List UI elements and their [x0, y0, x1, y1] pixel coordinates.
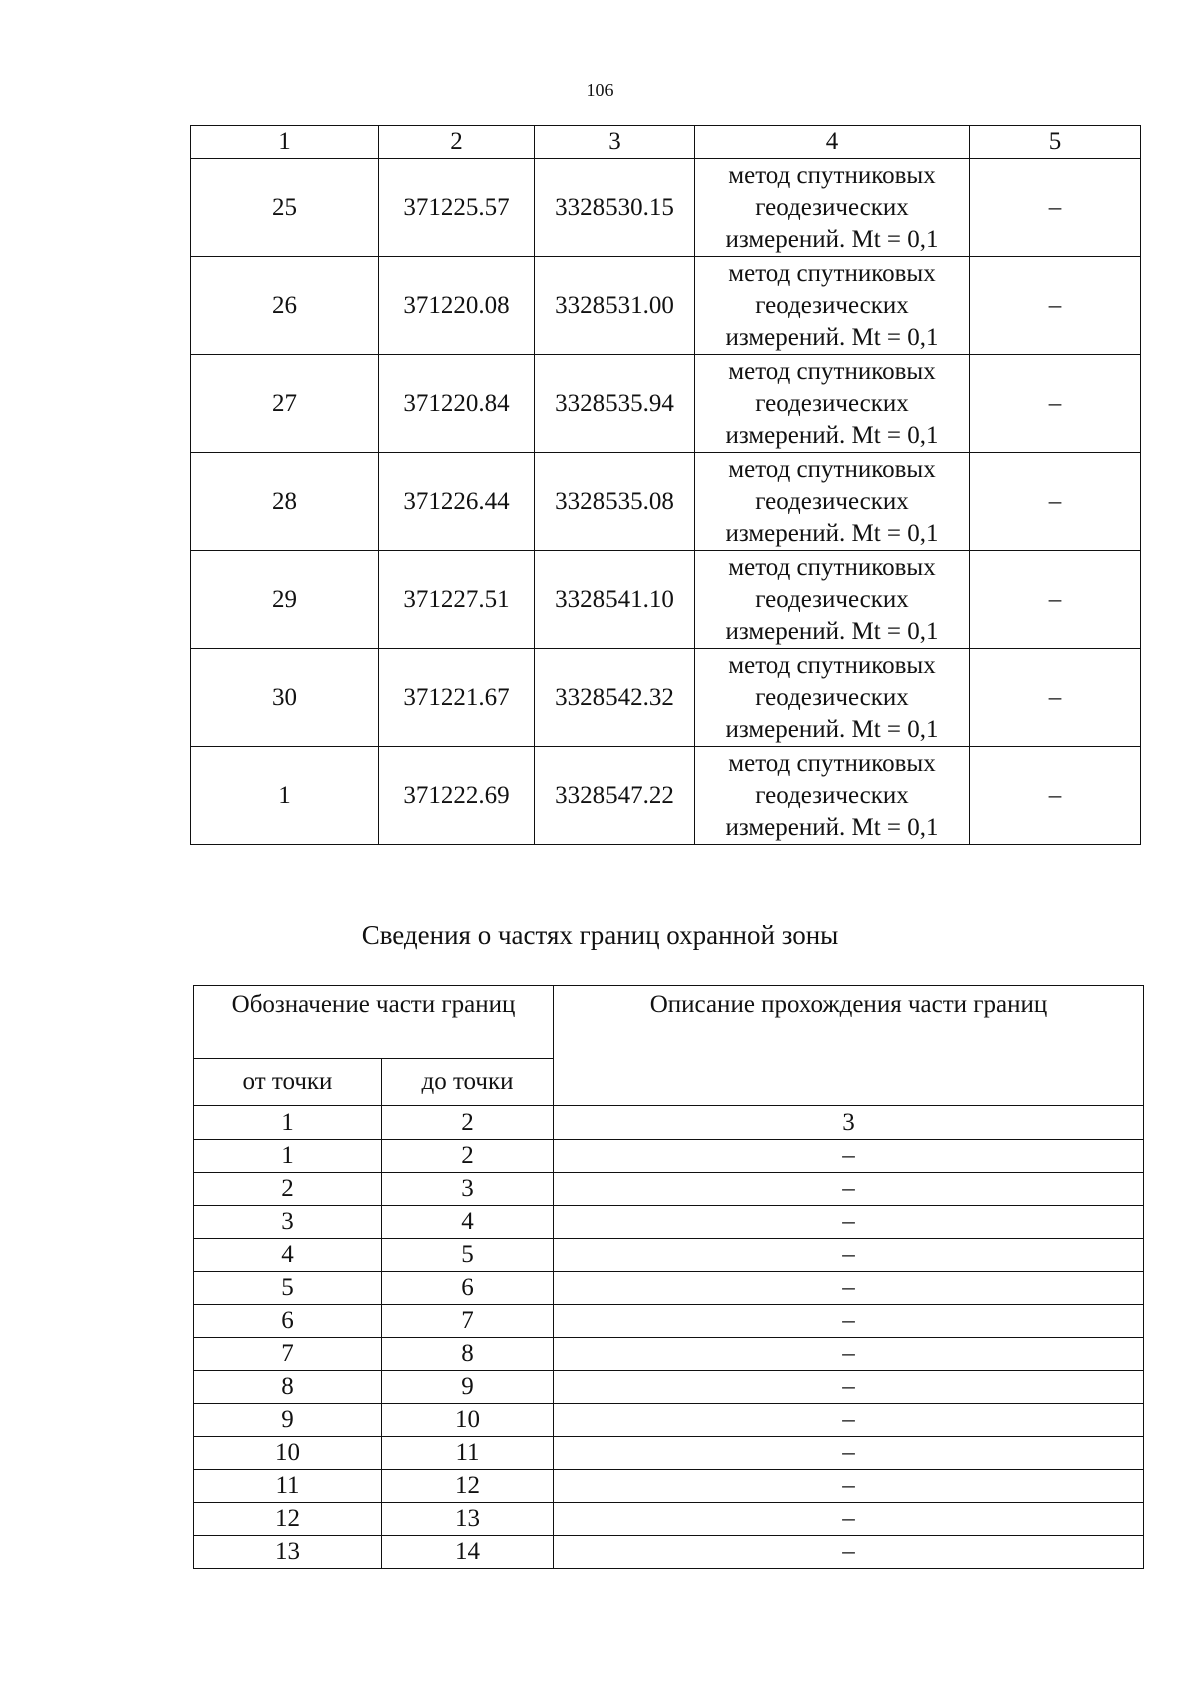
method-line: метод спутниковых [728, 553, 936, 581]
column-number: 3 [554, 1106, 1144, 1140]
from-point-header: от точки [194, 1059, 382, 1106]
y-coordinate-cell: 3328530.15 [535, 159, 695, 257]
to-point-cell: 3 [382, 1173, 554, 1206]
note-cell: – [970, 453, 1141, 551]
table-row [194, 1173, 1144, 1206]
point-cell: 27 [191, 355, 379, 453]
to-point-cell: 7 [382, 1305, 554, 1338]
point-cell: 28 [191, 453, 379, 551]
column-number: 1 [191, 126, 379, 159]
to-point-cell: 13 [382, 1503, 554, 1536]
method-line: измерений. Mt = 0,1 [725, 323, 939, 351]
column-numbers-row [194, 1106, 1144, 1140]
to-point-cell: 6 [382, 1272, 554, 1305]
point-cell: 30 [191, 649, 379, 747]
method-line: метод спутниковых [728, 455, 936, 483]
method-line: измерений. Mt = 0,1 [725, 715, 939, 743]
method-cell [695, 747, 970, 845]
to-point-cell: 2 [382, 1140, 554, 1173]
method-line: метод спутниковых [728, 651, 936, 679]
from-point-cell: 12 [194, 1503, 382, 1536]
to-point-cell: 4 [382, 1206, 554, 1239]
note-cell: – [970, 355, 1141, 453]
method-line: метод спутниковых [728, 357, 936, 385]
y-coordinate-cell: 3328535.94 [535, 355, 695, 453]
x-coordinate-cell: 371220.84 [379, 355, 535, 453]
description-cell: – [554, 1470, 1144, 1503]
description-cell: – [554, 1239, 1144, 1272]
description-header: Описание прохождения части границ [554, 986, 1144, 1106]
description-cell: – [554, 1305, 1144, 1338]
x-coordinate-cell: 371225.57 [379, 159, 535, 257]
y-coordinate-cell: 3328542.32 [535, 649, 695, 747]
table-row [191, 747, 1141, 845]
description-cell: – [554, 1338, 1144, 1371]
note-cell: – [970, 649, 1141, 747]
column-number: 4 [695, 126, 970, 159]
point-cell: 26 [191, 257, 379, 355]
y-coordinate-cell: 3328531.00 [535, 257, 695, 355]
section-title: Сведения о частях границ охранной зоны [361, 920, 839, 950]
table-row [194, 1470, 1144, 1503]
from-point-cell: 8 [194, 1371, 382, 1404]
table-row [194, 1305, 1144, 1338]
description-cell: – [554, 1173, 1144, 1206]
method-cell [695, 159, 970, 257]
from-point-cell: 7 [194, 1338, 382, 1371]
table-row [191, 257, 1141, 355]
table-row [191, 551, 1141, 649]
table-row [194, 1206, 1144, 1239]
description-cell: – [554, 1536, 1144, 1569]
table-row [194, 1371, 1144, 1404]
to-point-cell: 8 [382, 1338, 554, 1371]
to-point-cell: 14 [382, 1536, 554, 1569]
from-point-cell: 11 [194, 1470, 382, 1503]
method-cell [695, 551, 970, 649]
from-point-cell: 4 [194, 1239, 382, 1272]
description-cell: – [554, 1206, 1144, 1239]
point-cell: 29 [191, 551, 379, 649]
table-header-row [191, 126, 1141, 159]
x-coordinate-cell: 371226.44 [379, 453, 535, 551]
from-point-cell: 9 [194, 1404, 382, 1437]
from-point-cell: 3 [194, 1206, 382, 1239]
column-number: 1 [194, 1106, 382, 1140]
from-point-cell: 5 [194, 1272, 382, 1305]
table-row [194, 1272, 1144, 1305]
table-row [194, 1536, 1144, 1569]
note-cell: – [970, 551, 1141, 649]
to-point-cell: 9 [382, 1371, 554, 1404]
table-row [194, 1437, 1144, 1470]
page-number: 106 [586, 80, 614, 100]
from-point-cell: 10 [194, 1437, 382, 1470]
method-cell [695, 355, 970, 453]
method-cell [695, 649, 970, 747]
table-row [191, 355, 1141, 453]
table-header-row [194, 986, 1144, 1059]
designation-header: Обозначение части границ [194, 986, 554, 1059]
to-point-header: до точки [382, 1059, 554, 1106]
from-point-cell: 6 [194, 1305, 382, 1338]
to-point-cell: 12 [382, 1470, 554, 1503]
x-coordinate-cell: 371227.51 [379, 551, 535, 649]
to-point-cell: 10 [382, 1404, 554, 1437]
column-number: 5 [970, 126, 1141, 159]
method-line: измерений. Mt = 0,1 [725, 421, 939, 449]
method-line: геодезических [755, 193, 909, 221]
method-line: измерений. Mt = 0,1 [725, 813, 939, 841]
method-line: геодезических [755, 487, 909, 515]
description-cell: – [554, 1371, 1144, 1404]
note-cell: – [970, 257, 1141, 355]
method-cell [695, 453, 970, 551]
description-cell: – [554, 1140, 1144, 1173]
method-line: геодезических [755, 291, 909, 319]
method-line: метод спутниковых [728, 259, 936, 287]
x-coordinate-cell: 371220.08 [379, 257, 535, 355]
method-line: метод спутниковых [728, 161, 936, 189]
table-row [194, 1140, 1144, 1173]
method-cell [695, 257, 970, 355]
y-coordinate-cell: 3328547.22 [535, 747, 695, 845]
note-cell: – [970, 159, 1141, 257]
point-cell: 25 [191, 159, 379, 257]
table-row [191, 649, 1141, 747]
column-number: 3 [535, 126, 695, 159]
column-number: 2 [382, 1106, 554, 1140]
column-number: 2 [379, 126, 535, 159]
method-line: геодезических [755, 389, 909, 417]
description-cell: – [554, 1272, 1144, 1305]
method-line: измерений. Mt = 0,1 [725, 225, 939, 253]
description-cell: – [554, 1503, 1144, 1536]
table-row [194, 1239, 1144, 1272]
table-row [191, 453, 1141, 551]
to-point-cell: 5 [382, 1239, 554, 1272]
y-coordinate-cell: 3328541.10 [535, 551, 695, 649]
table-row [194, 1503, 1144, 1536]
note-cell: – [970, 747, 1141, 845]
method-line: геодезических [755, 585, 909, 613]
x-coordinate-cell: 371221.67 [379, 649, 535, 747]
method-line: метод спутниковых [728, 749, 936, 777]
method-line: измерений. Mt = 0,1 [725, 519, 939, 547]
from-point-cell: 1 [194, 1140, 382, 1173]
coordinates-table [190, 125, 1141, 845]
from-point-cell: 13 [194, 1536, 382, 1569]
method-line: геодезических [755, 683, 909, 711]
table-row [191, 159, 1141, 257]
description-cell: – [554, 1437, 1144, 1470]
to-point-cell: 11 [382, 1437, 554, 1470]
y-coordinate-cell: 3328535.08 [535, 453, 695, 551]
x-coordinate-cell: 371222.69 [379, 747, 535, 845]
table-row [194, 1404, 1144, 1437]
table-row [194, 1338, 1144, 1371]
point-cell: 1 [191, 747, 379, 845]
method-line: геодезических [755, 781, 909, 809]
method-line: измерений. Mt = 0,1 [725, 617, 939, 645]
description-cell: – [554, 1404, 1144, 1437]
from-point-cell: 2 [194, 1173, 382, 1206]
boundary-parts-table [193, 985, 1144, 1569]
